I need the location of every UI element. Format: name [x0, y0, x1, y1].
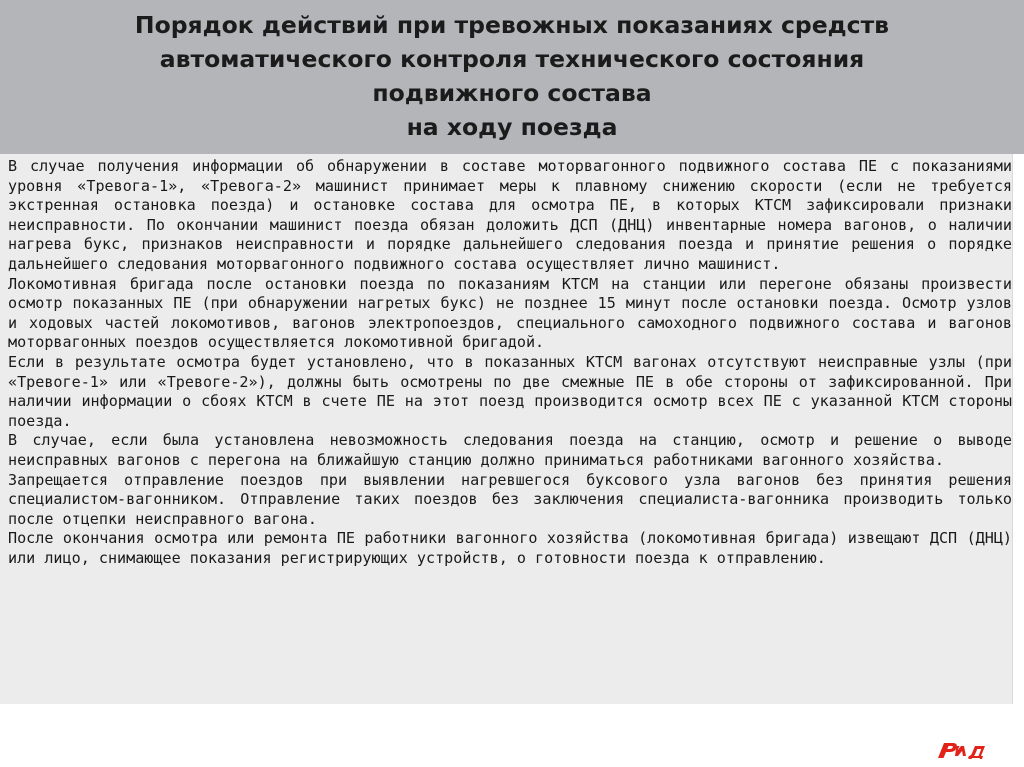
title-banner	[0, 0, 1024, 154]
paragraph-departure-ban: Запрещается отправление поездов при выявлении нагревшегося буксового узла вагонов без принятия решения специалистом-вагонником. Отправление таких поездов без заключения специалиста-вагонника производить только после отцепки неисправного вагона.	[8, 470, 1012, 528]
paragraph-wagon-removal: В случае, если была установлена невозможность следования поезда на станцию, осмотр и решение о выводе неисправных вагонов с перегона на ближайшую станцию должно приниматься работниками вагонного хозяйства.	[8, 431, 1012, 469]
page-title	[40, 8, 984, 144]
rzd-logo-icon	[935, 738, 991, 762]
paragraph-crew-inspection: Локомотивная бригада после остановки поезда по показаниям КТСМ на станции или перегоне обязаны произвести осмотр показанных ПЕ (при обнаружении нагретых букс) не позднее 15 минут после остановки поезда. Осмотр узлов и ходовых частей локомотивов, вагонов электропоездов, специального самоходного подвижного состава и вагонов моторвагонных поездов осуществляется локомотивной бригадой.	[8, 274, 1012, 352]
paragraph-stop-procedure: В случае получения информации об обнаружении в составе моторвагонного подвижного состава ПЕ с показаниями уровня «Тревога-1», «Тревога-2» машинист принимает меры к плавному снижению скорости (если не требуется экстренная остановка поезда) и остановке состава для осмотра ПЕ, в которых КТСМ зафиксировали признаки неисправности. По окончании машинист поезда обязан доложить ДСП (ДНЦ) инвентарные номера вагонов, о наличии нагрева букс, признаков неисправности и порядке дальнейшего следования поезда и принятие решения о порядке дальнейшего следования моторвагонного подвижного состава осуществляет лично машинист.	[8, 157, 1012, 273]
title-line: Порядок действий при тревожных показаниях средств	[134, 11, 890, 39]
title-line: подвижного состава	[372, 79, 652, 107]
paragraph-readiness-notice: После окончания осмотра или ремонта ПЕ работники вагонного хозяйства (локомотивная бригада) извещают ДСП (ДНЦ) или лицо, снимающее показания регистрирующих устройств, о готовности поезда к отправлению.	[8, 529, 1012, 567]
title-line: автоматического контроля технического состояния	[159, 45, 865, 73]
body-text	[8, 157, 1012, 568]
paragraph-adjacent-units: Если в результате осмотра будет установлено, что в показанных КТСМ вагонах отсутствуют неисправные узлы (при «Тревоге-1» или «Тревоге-2»), должны быть осмотрены по две смежные ПЕ в обе стороны от зафиксированной. При наличии информации о сбоях КТСМ в счете ПЕ на этот поезд производится осмотр всех ПЕ с указанной КТСМ стороны поезда.	[8, 352, 1012, 430]
title-line: на ходу поезда	[406, 113, 618, 141]
